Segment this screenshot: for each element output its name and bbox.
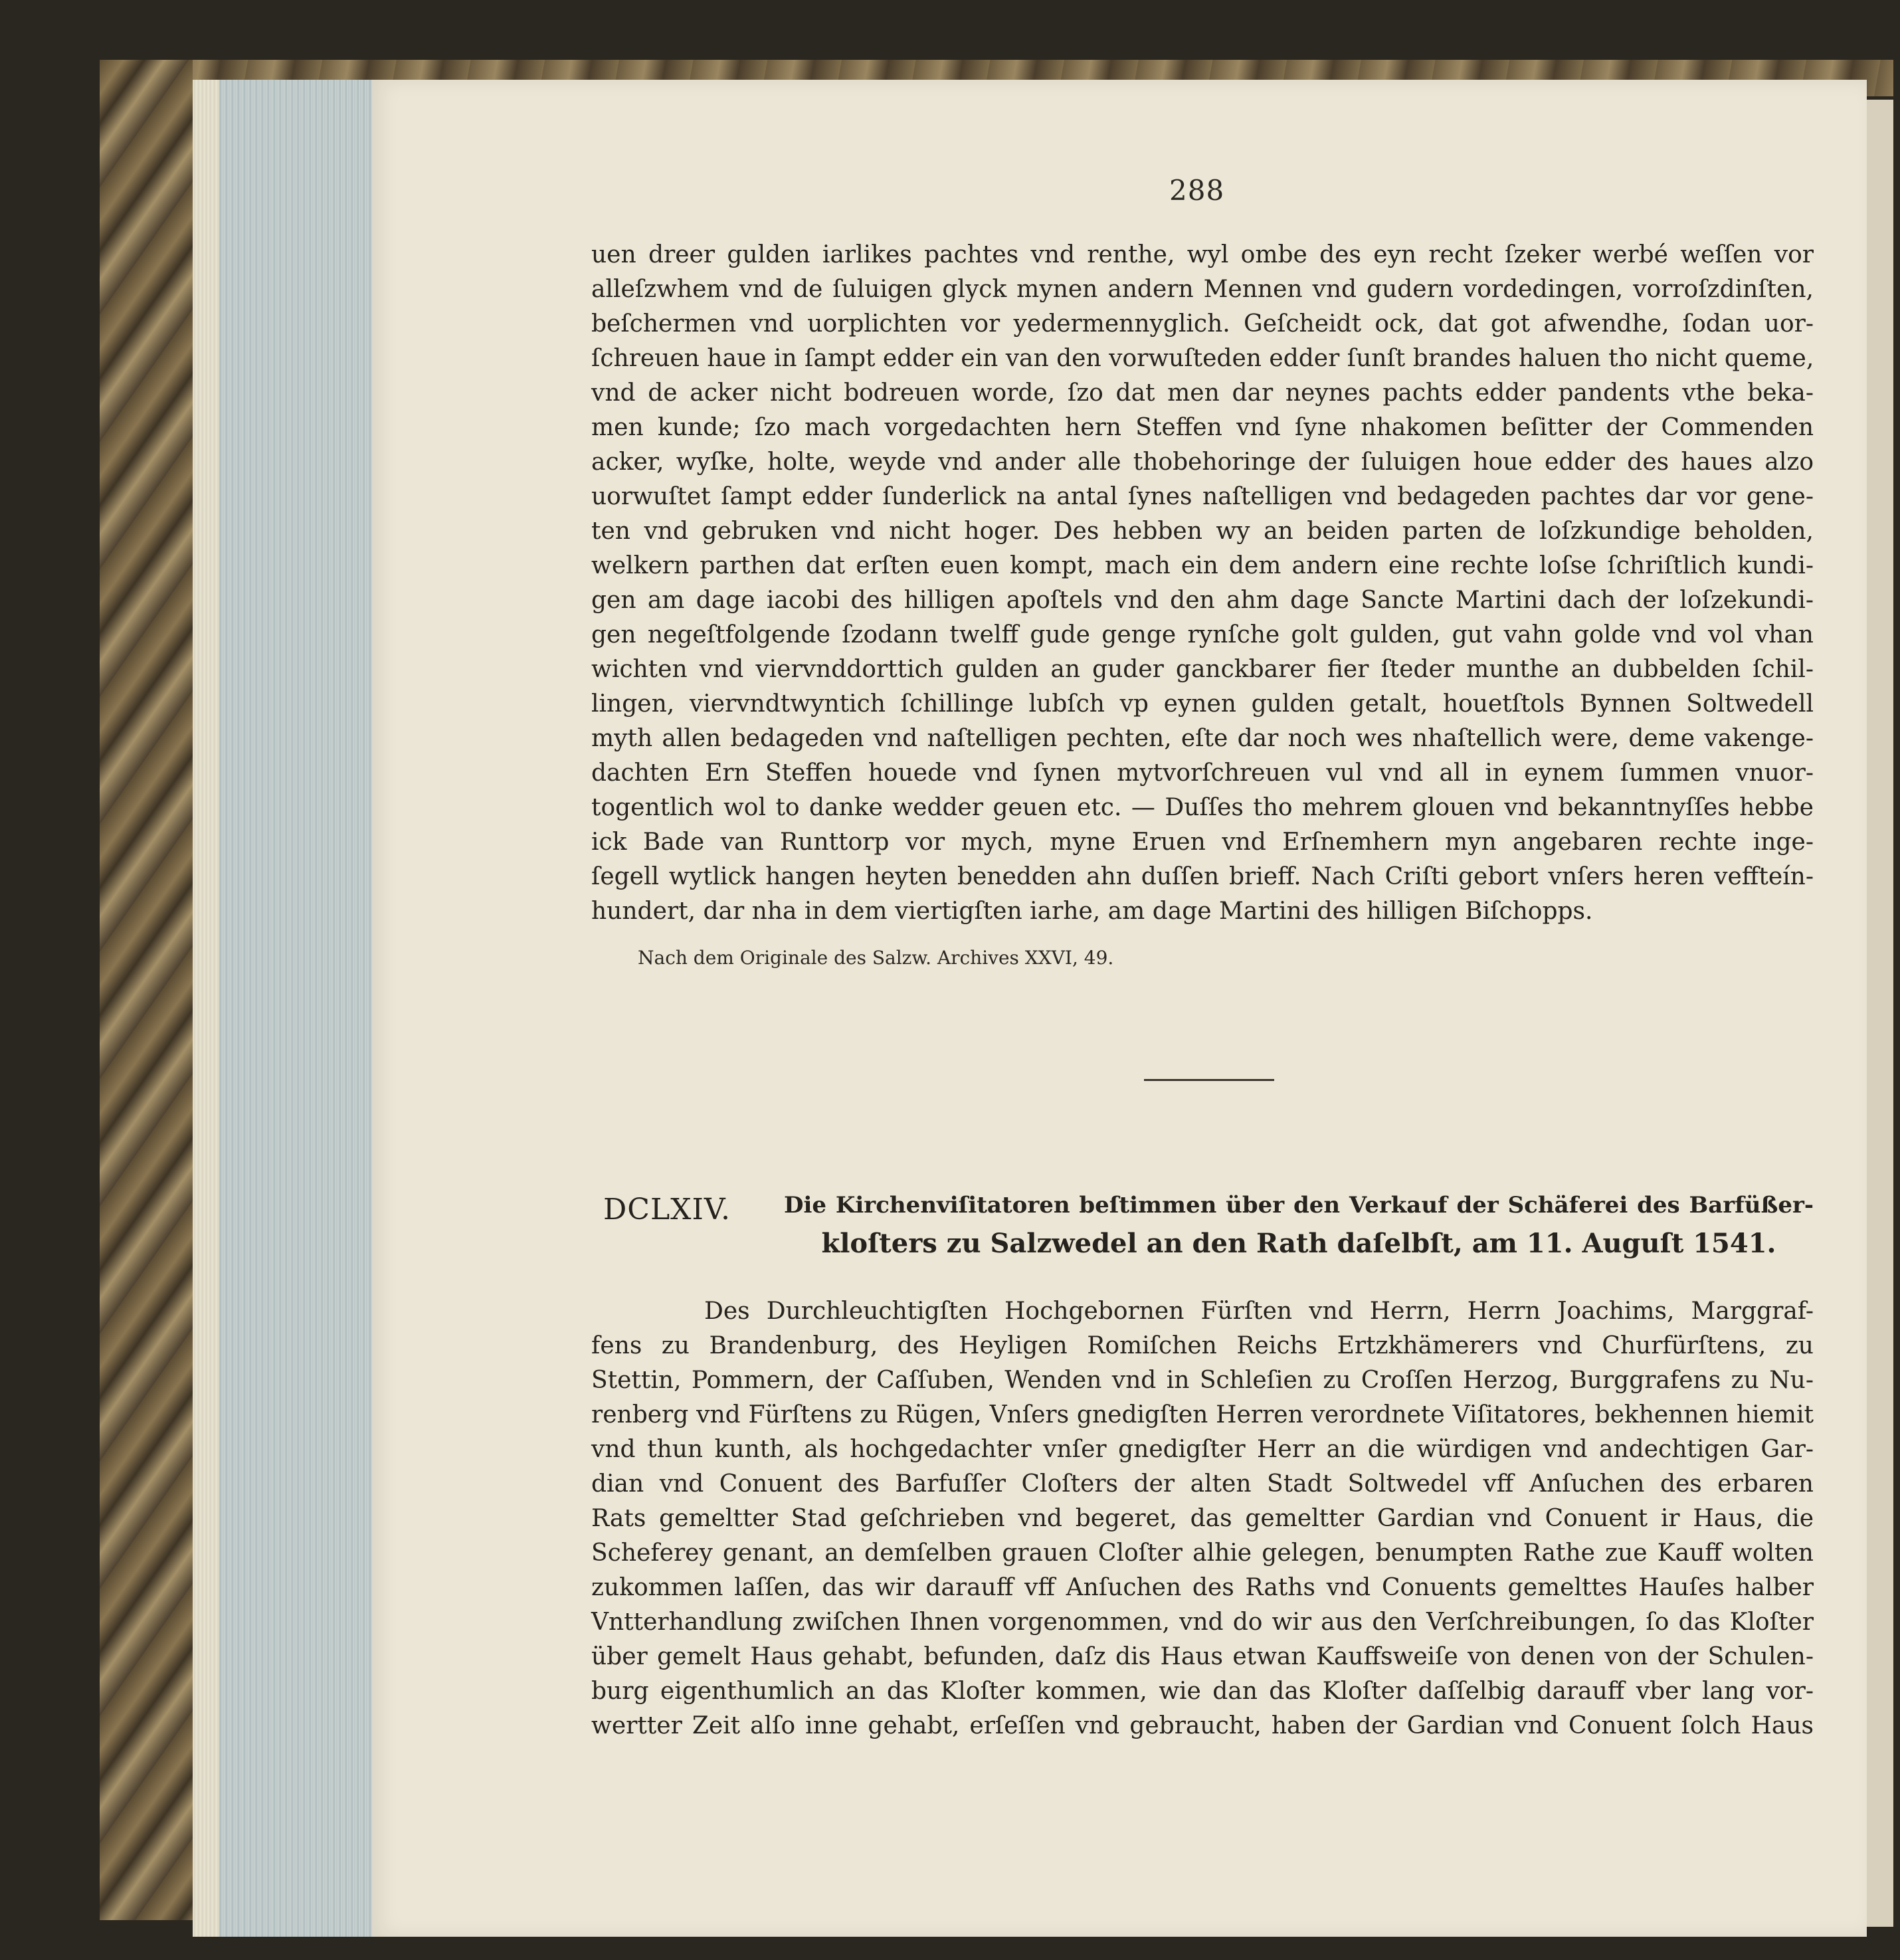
text-line: wichten vnd viervnddorttich gulden an guder ganckbarer fier ſteder munthe an dubbelden ſchil- — [591, 656, 1814, 683]
text-line: renberg vnd Fürſtens zu Rügen, Vnſers gnedigſten Herren verordnete Viſitatores, bekhennen hiemit — [591, 1401, 1814, 1428]
text-line: acker, wyſke, holte, weyde vnd ander alle thobehoringe der ſuluigen houe edder des haues alzo — [591, 448, 1814, 476]
source-note: Nach dem Originale des Salzw. Archives XXVI, 49. — [638, 947, 1114, 969]
text-line: Scheferey genant, an demſelben grauen Cloſter alhie gelegen, benumpten Rathe zue Kauff wolten — [591, 1539, 1814, 1567]
text-line: zukommen laſſen, das wir darauff vff Anſuchen des Raths vnd Conuents gemelttes Hauſes halber — [591, 1574, 1814, 1601]
text-line: Des Durchleuchtigſten Hochgebornen Fürſten vnd Herrn, Herrn Joachims, Marggraf- — [704, 1298, 1814, 1325]
text-line: Vntterhandlung zwiſchen Ihnen vorgenommen, vnd do wir aus den Verſchreibungen, ſo das Kloſter — [591, 1609, 1814, 1636]
text-line: vnd de acker nicht bodreuen worde, ſzo dat men dar neynes pachts edder pandents vthe beka- — [591, 379, 1814, 407]
text-line: dian vnd Conuent des Barfuſſer Cloſters der alten Stadt Soltwedel vff Anſuchen des erbaren — [591, 1470, 1814, 1498]
document-body-text — [591, 1294, 1814, 1743]
text-line: gen negeſtfolgende ſzodann twelff gude genge rynſche golt gulden, gut vahn golde vnd vol vhan — [591, 621, 1814, 648]
text-line: dachten Ern Steffen houede vnd ſynen mytvorſchreuen vul vnd all in eynem ſummen vnuor- — [591, 759, 1814, 787]
text-line: Stettin, Pommern, der Caſſuben, Wenden vnd in Schleſien zu Croſſen Herzog, Burggrafens zu Nu- — [591, 1367, 1814, 1394]
text-line: lingen, viervndtwyntich ſchillinge lubſch vp eynen gulden getalt, houetſtols Bynnen Soltwedell — [591, 690, 1814, 718]
previous-document-text — [591, 238, 1814, 929]
text-line: uorwuſtet ſampt edder ſunderlick na antal ſynes naſtelligen vnd bedageden pachtes dar vor gene- — [591, 483, 1814, 510]
text-line: ſegell wytlick hangen heyten benedden ahn duſſen brieff. Nach Criſti gebort vnſers heren veffteín- — [591, 863, 1814, 890]
page-block-edge — [193, 80, 372, 1937]
section-divider — [1144, 1079, 1274, 1081]
document-heading — [784, 1186, 1814, 1263]
text-line: welkern parthen dat erſten euen kompt, mach ein dem andern eine rechte loſse ſchriſtlich kundi- — [591, 552, 1814, 579]
heading-line: kloſters zu Salzwedel an den Rath daſelbſt, am 11. Auguſt 1541. — [821, 1228, 1776, 1259]
next-page-edge — [1867, 100, 1893, 1927]
text-line: ſchreuen haue in ſampt edder ein van den vorwuſteden edder ſunſt brandes haluen tho nicht queme, — [591, 345, 1814, 372]
text-line: ick Bade van Runttorp vor mych, myne Eruen vnd Erſnemhern myn angebaren rechte inge- — [591, 829, 1814, 856]
text-line: vnd thun kunth, als hochgedachter vnſer gnedigſter Herr an die würdigen vnd andechtigen Gar- — [591, 1436, 1814, 1463]
text-line: Rats gemeltter Stad geſchrieben vnd begeret, das gemeltter Gardian vnd Conuent ir Haus, die — [591, 1505, 1814, 1532]
text-line: über gemelt Haus gehabt, befunden, daſz dis Haus etwan Kauffsweiſe von denen von der Schulen- — [591, 1643, 1814, 1670]
text-line: myth allen bedageden vnd naſtelligen pechten, eſte dar noch wes nhaſtellich were, deme vakenge- — [591, 725, 1814, 752]
text-line: ten vnd gebruken vnd nicht hoger. Des hebben wy an beiden parten de loſzkundige beholden, — [591, 518, 1814, 545]
text-line: alleſzwhem vnd de ſuluigen glyck mynen andern Mennen vnd gudern vordedingen, vorroſzdinſten, — [591, 276, 1814, 303]
text-line: men kunde; ſzo mach vorgedachten hern Steffen vnd ſyne nhakomen beſitter der Commenden — [591, 414, 1814, 441]
text-line: beſchermen vnd uorplichten vor yedermennyglich. Geſcheidt ock, dat got afwendhe, ſodan uor- — [591, 310, 1814, 338]
text-line: wertter Zeit alſo inne gehabt, erſeſſen vnd gebraucht, haben der Gardian vnd Conuent ſolch Haus — [591, 1712, 1814, 1739]
text-line: togentlich wol to danke wedder geuen etc. — Duſſes tho mehrem glouen vnd bekanntnyſſes hebbe — [591, 794, 1814, 821]
text-line: gen am dage iacobi des hilligen apoſtels vnd den ahm dage Sancte Martini dach der loſzekundi- — [591, 587, 1814, 614]
text-line: burg eigenthumlich an das Kloſter kommen, wie dan das Kloſter daſſelbig darauff vber lang vor- — [591, 1678, 1814, 1705]
book-cover-marbled — [100, 60, 193, 1920]
text-line: uen dreer gulden iarlikes pachtes vnd renthe, wyl ombe des eyn recht ſzeker werbé weſſen vor — [591, 241, 1814, 268]
document-number: DCLXIV. — [603, 1193, 731, 1226]
page-number: 288 — [1169, 174, 1225, 207]
text-line: hundert, dar nha in dem viertigſten iarhe, am dage Martini des hilligen Biſchopps. — [591, 898, 1593, 925]
text-line: fens zu Brandenburg, des Heyligen Romiſchen Reichs Ertzkhämerers vnd Churfürſtens, zu — [591, 1332, 1814, 1359]
heading-line: Die Kirchenviſitatoren beſtimmen über den Verkauf der Schäferei des Barfüßer- — [784, 1192, 1814, 1219]
